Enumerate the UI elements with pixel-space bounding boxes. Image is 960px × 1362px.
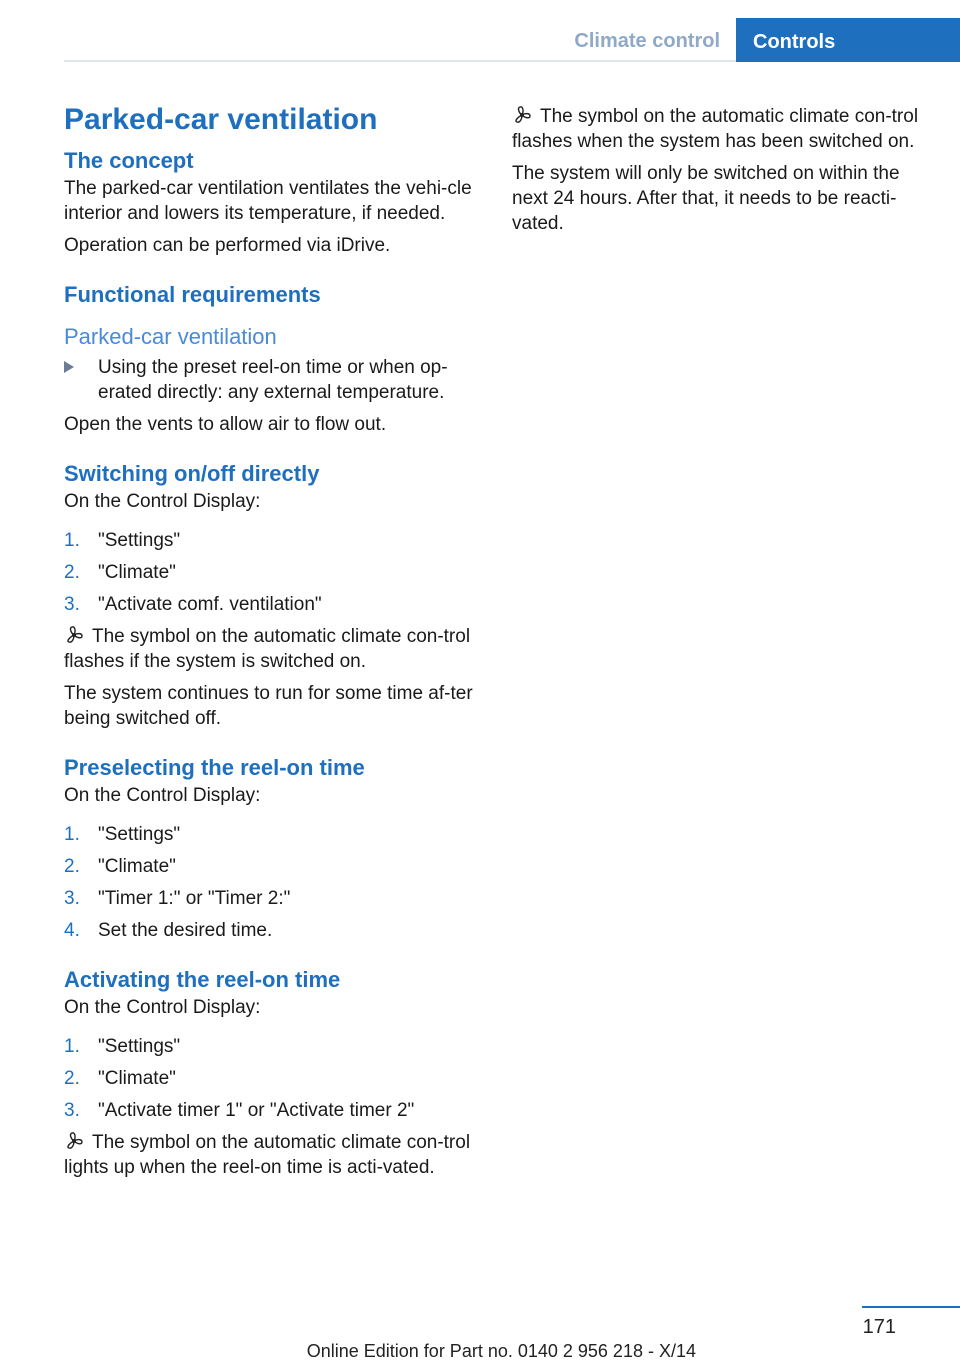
switching-intro: On the Control Display:	[64, 491, 261, 512]
list-item: 4. Set the desired time.	[64, 920, 273, 941]
preselect-intro: On the Control Display:	[64, 785, 261, 806]
list-item: 1. "Settings"	[64, 530, 181, 551]
activate-intro: On the Control Display:	[64, 997, 261, 1018]
page-number: 171	[862, 1316, 896, 1338]
requirements-subheading: Parked-car ventilation	[64, 324, 277, 349]
preselect-steps	[64, 822, 478, 943]
list-item: 1. "Settings"	[64, 1036, 181, 1057]
fan-icon	[512, 105, 532, 125]
footer-rule	[862, 1306, 960, 1308]
activate-heading: Activating the reel-on time	[64, 967, 341, 992]
requirements-bullet-text: Using the preset reel-on time or when op‐erated directly: any external temperature.	[98, 357, 448, 403]
switching-note-symbol: The symbol on the automatic climate con‐trol flashes if the system is switched on.	[64, 626, 471, 672]
header-section-title: Climate control	[574, 30, 720, 52]
list-item: 2. "Climate"	[64, 856, 176, 877]
switching-note-runs: The system continues to run for some time af‐ter being switched off.	[64, 683, 473, 729]
preselect-heading: Preselecting the reel-on time	[64, 755, 365, 780]
list-item: 2. "Climate"	[64, 562, 176, 583]
triangle-bullet-icon	[64, 361, 74, 373]
activate-steps	[64, 1034, 478, 1123]
concept-paragraph: The parked-car ventilation ventilates the vehi‐cle interior and lowers its temperature, if needed.	[64, 178, 472, 224]
requirements-bullet	[64, 355, 478, 405]
switching-heading: Switching on/off directly	[64, 461, 320, 486]
list-item: 3. "Timer 1:" or "Timer 2:"	[64, 888, 291, 909]
left-column	[64, 95, 478, 1187]
list-item: 3. "Activate comf. ventilation"	[64, 594, 322, 615]
switching-steps	[64, 528, 478, 617]
page-title: Parked-car ventilation	[64, 103, 378, 136]
requirements-vents: Open the vents to allow air to flow out.	[64, 414, 387, 435]
right-column	[512, 104, 932, 243]
requirements-heading: Functional requirements	[64, 282, 321, 307]
concept-operation: Operation can be performed via iDrive.	[64, 235, 391, 256]
fan-icon	[64, 625, 84, 645]
list-item: 2. "Climate"	[64, 1068, 176, 1089]
header-chapter-tab: Controls	[736, 18, 960, 62]
fan-icon	[64, 1131, 84, 1151]
edition-line: Online Edition for Part no. 0140 2 956 218 - X/14	[306, 1341, 696, 1361]
right-note-symbol: The symbol on the automatic climate con‐trol flashes when the system has been switched on.	[512, 106, 919, 152]
concept-heading: The concept	[64, 148, 194, 173]
list-item: 1. "Settings"	[64, 824, 181, 845]
activate-note-symbol: The symbol on the automatic climate con‐trol lights up when the reel-on time is acti‐vated.	[64, 1132, 471, 1178]
list-item: 3. "Activate timer 1" or "Activate timer 2"	[64, 1100, 415, 1121]
right-note-24h: The system will only be switched on within the next 24 hours. After that, it needs to be reacti‐vated.	[512, 163, 900, 234]
